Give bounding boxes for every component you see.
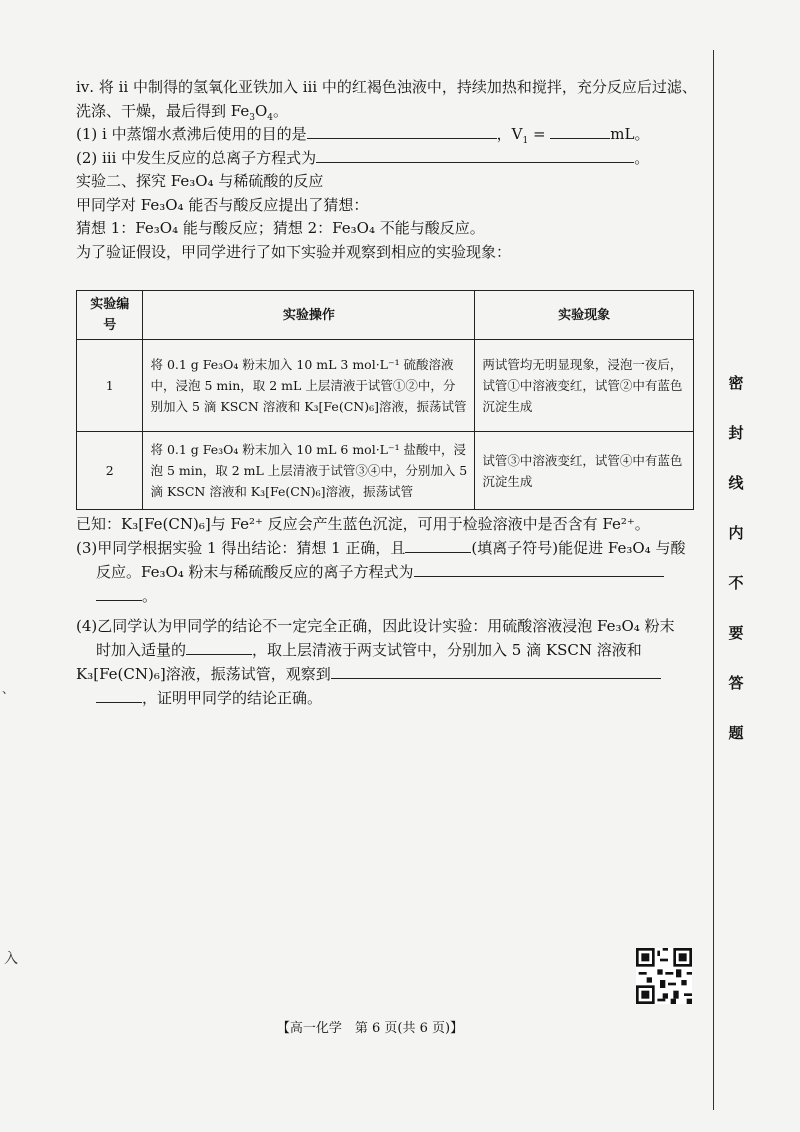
hypothesis-intro: 甲同学对 Fe₃O₄ 能否与酸反应提出了猜想： [76,195,369,214]
qr-code-icon [636,948,692,1004]
known-info: 已知：K₃[Fe(CN)₆]与 Fe²⁺ 反应会产生蓝色沉淀，可用于检验溶液中是否含有 Fe²⁺。 [76,515,650,533]
experiment-operation: 将 0.1 g Fe₃O₄ 粉末加入 10 mL 3 mol·L⁻¹ 硫酸溶液中，浸泡 5 min，取 2 mL 上层清液于试管①②中，分别加入 5 滴 KSCN 溶液和 K₃[Fe(CN)₆]溶液，振荡试管 [143,340,475,432]
binding-line [713,50,714,1110]
table-intro: 为了验证假设，甲同学进行了如下实验并观察到相应的实验现象： [76,242,512,261]
page-footer: 【高一化学 第 6 页(共 6 页)】 [276,1021,464,1036]
answer-blank-4c[interactable] [96,688,142,703]
table-row [77,432,694,510]
experiment-observation: 试管③中溶液变红，试管④中有蓝色沉淀生成 [475,432,694,510]
experiment-no: 2 [77,432,143,510]
table-header-row [77,291,694,340]
question-4-end: ，证明甲同学的结论正确。 [76,686,698,710]
question-4-cont2: K₃[Fe(CN)₆]溶液，振荡试管，观察到 [76,662,698,686]
experiment-operation: 将 0.1 g Fe₃O₄ 粉末加入 10 mL 6 mol·L⁻¹ 盐酸中，浸泡 5 min，取 2 mL 上层清液于试管③④中，分别加入 5 滴 KSCN 溶液和 K₃[Fe(CN)₆]溶液，振荡试管 [143,432,475,510]
header-operation: 实验操作 [143,291,475,340]
seal-warning: 密 封 线 内 不 要 答 题 [728,374,744,742]
question-3-end: 。 [76,584,698,608]
margin-mark: 、 [2,682,15,696]
answer-blank-4a[interactable] [186,640,252,655]
experiment-observation: 两试管均无明显现象，浸泡一夜后，试管①中溶液变红，试管②中有蓝色沉淀生成 [475,340,694,432]
answer-blank-1a[interactable] [307,124,497,139]
answer-blank-4b[interactable] [331,664,661,679]
answer-blank-1b[interactable] [550,124,610,139]
header-experiment-no: 实验编号 [77,291,143,340]
step-iv-cont: 洗涤、干燥，最后得到 $Fe_3O_4$。 [76,101,289,123]
questions-3-4 [76,512,698,710]
margin-mark: 入 [4,951,18,967]
answer-blank-3c[interactable] [96,586,142,601]
hypotheses: 猜想 1：Fe₃O₄ 能与酸反应；猜想 2：Fe₃O₄ 不能与酸反应。 [76,219,485,237]
experiment-no: 1 [77,340,143,432]
experiment-2-title: 实验二、探究 Fe₃O₄ 与稀硫酸的反应 [76,172,324,190]
question-3: (3)甲同学根据实验 1 得出结论：猜想 1 正确，且 (填离子符号)能促进 Fe₃O₄ 与酸 [76,539,686,557]
question-1: (1) ⅰ 中蒸馏水煮沸后使用的目的是 ，$V_1$ = mL。 [76,125,650,146]
question-4-cont: 时加入适量的 ，取上层清液于两支试管中，分别加入 5 滴 KSCN 溶液和 [96,641,642,659]
question-2: (2) ⅲ 中发生反应的总离子方程式为 。 [76,148,650,167]
answer-blank-2[interactable] [316,148,634,163]
header-observation: 实验现象 [475,291,694,340]
question-4: (4)乙同学认为甲同学的结论不一定完全正确，因此设计实验：用硫酸溶液浸泡 Fe₃O₄ 粉末 [76,617,675,635]
question-3-cont: 反应。Fe₃O₄ 粉末与稀硫酸反应的离子方程式为 [76,560,698,584]
question-text [76,76,698,264]
table-row [77,340,694,432]
answer-blank-3a[interactable] [405,538,471,553]
answer-blank-3b[interactable] [414,562,664,577]
step-iv: ⅳ. 将 ⅱ 中制得的氢氧化亚铁加入 ⅲ 中的红褐色浊液中，持续加热和搅拌，充分反应后过滤、 [76,78,697,96]
experiment-table [76,290,694,510]
